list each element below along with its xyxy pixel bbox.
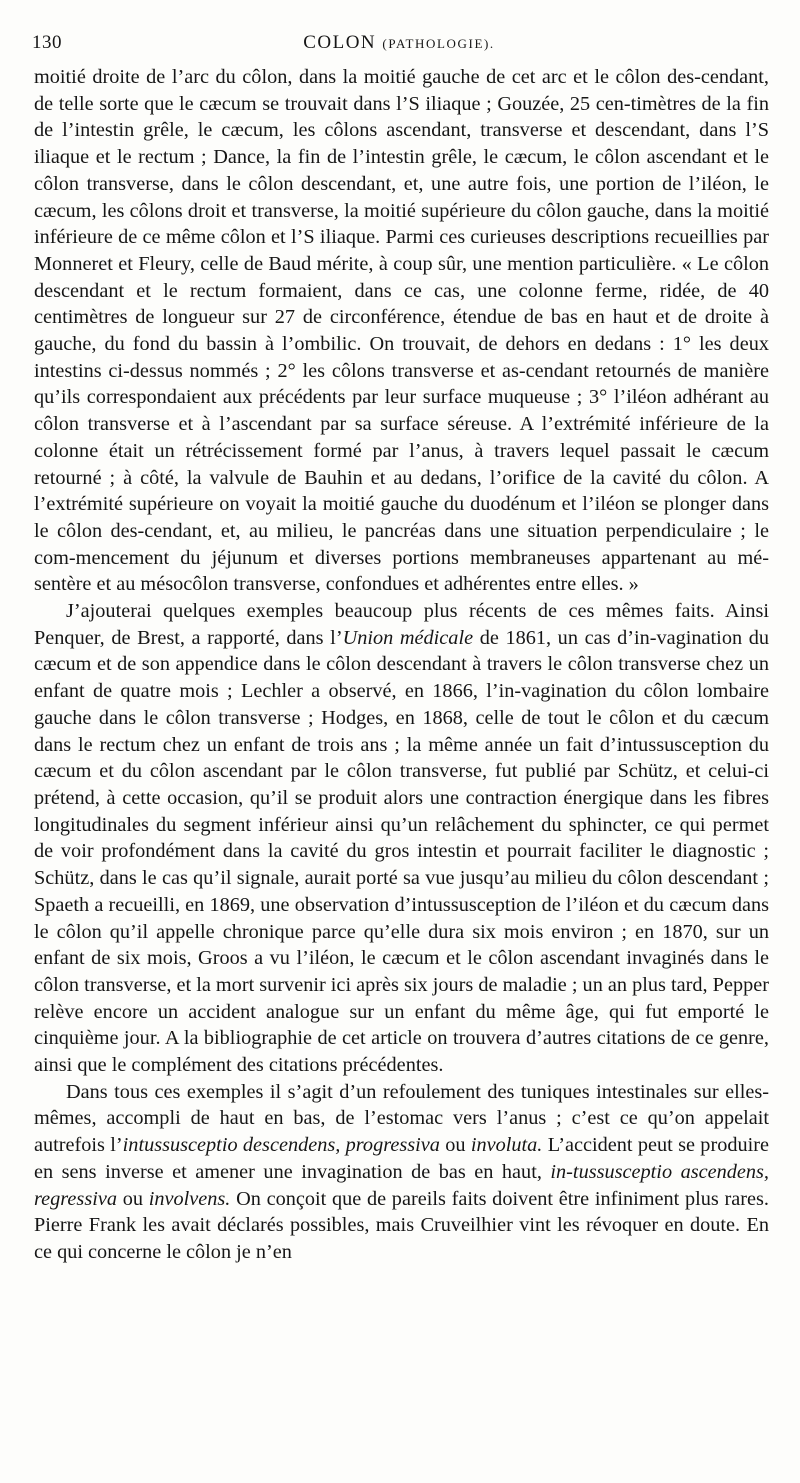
page-number: 130 xyxy=(32,32,62,53)
text-run: J’ajouterai quelques exemples beaucoup plus récents de ces mêmes faits. Ainsi Penquer, de Brest, a rapporté, dans l’ xyxy=(34,600,769,649)
page-header xyxy=(32,24,766,60)
body-text xyxy=(34,64,769,1266)
latin-term: intussusceptio descendens, progressiva xyxy=(122,1134,440,1157)
text-run: moitié droite de l’arc du côlon, dans la moitié gauche de cet arc et le côlon des-cendant, de telle sorte que le cæcum se trouvait dans l’S iliaque ; Gouzée, 25 cen-timètres de la fin de l’intestin grêle, le cæcum, les côlons ascendant, transverse et descendant, dans l’S iliaque et le rectum ; Dance, la fin de l’intestin grêle, le cæcum, le côlon ascendant et le côlon transverse, dans le côlon descendant, et, une autre fois, une portion de l’iléon, le cæcum, les côlons droit et transverse, la moitié supérieure du côlon gauche, dans la moitié inférieure de ce même côlon et l’S iliaque. Parmi ces curieuses descriptions recueillies par Monneret et Fleury, celle de Baud mérite, à coup sûr, une mention particulière. « Le côlon descendant et le rectum formaient, dans ce cas, une colonne ferme, ridée, de 40 centimètres de longueur sur 27 de circonférence, étendue de bas en haut et de droite à gauche, du fond du bassin à l’ombilic. On trouvait, de dehors en dedans : 1° les deux intestins ci-dessus nommés ; 2° les côlons transverse et as-cendant retournés de manière qu’ils correspondaient aux précédents par leur surface muqueuse ; 3° l’iléon adhérant au côlon transverse et à l’ascendant par sa surface séreuse. A l’extrémité inférieure de la colonne était un rétrécissement formé par l’anus, à travers lequel passait le cæcum retourné ; à côté, la valvule de Bauhin et au dedans, l’orifice de la cavité du côlon. A l’extrémité supérieure on voyait la moitié gauche du duodénum et l’iléon se plonger dans le côlon des-cendant, et, au milieu, le pancréas dans une situation perpendiculaire ; le com-mencement du jéjunum et diverses portions membraneuses appartenant au mé-sentère et au mésocôlon transverse, confondues et adhérentes entre elles. » xyxy=(34,66,769,596)
paragraph-1 xyxy=(34,64,769,598)
latin-term: in-tussusceptio ascendens, regressiva xyxy=(34,1160,770,1210)
text-run: L’accident peut se produire en sens inverse et amener une invagination de bas en haut, xyxy=(34,1134,770,1183)
latin-term: involuta. xyxy=(470,1134,543,1157)
latin-term: involvens. xyxy=(148,1187,231,1210)
running-subtitle: (PATHOLOGIE). xyxy=(382,36,495,51)
text-run: On conçoit que de pareils faits doivent être infiniment plus rares. Pierre Frank les avait déclarés possibles, mais Cruveilhier vint les révoquer en doute. En ce qui concerne le côlon je n’en xyxy=(34,1187,770,1263)
text-run: ou xyxy=(439,1134,471,1157)
journal-title: Union médicale xyxy=(342,626,474,649)
paragraph-2 xyxy=(34,598,769,1079)
running-head xyxy=(32,32,766,54)
running-title: COLON xyxy=(303,32,377,53)
text-run: ou xyxy=(117,1187,149,1210)
text-run: de 1861, un cas d’in-vagination du cæcum et de son appendice dans le côlon descendant à travers le côlon transverse chez un enfant de quatre mois ; Lechler a observé, en 1866, l’in-vagination du côlon lombaire gauche dans le côlon transverse ; Hodges, en 1868, celle de tout le côlon et du cæcum dans le rectum chez un enfant de trois ans ; la même année un fait d’intussusception du cæcum et du côlon ascendant par le côlon transverse, fut publié par Schütz, et celui-ci prétend, à cette occasion, qu’il se produit alors une contraction énergique dans les fibres longitudinales du segment inférieur ainsi qu’un relâchement du sphincter, ce qui permet de voir profondément dans la cavité du gros intestin et pourrait faciliter le diagnostic ; Schütz, dans le cas qu’il signale, aurait porté sa vue jusqu’au milieu du côlon descendant ; Spaeth a recueilli, en 1869, une observation d’intussusception de l’iléon et du cæcum dans le côlon qu’il appelle chronique parce qu’elle dura six mois environ ; en 1870, sur un enfant de six mois, Groos a vu l’iléon, le cæcum et le côlon ascendant invaginés dans le côlon transverse, et la mort survenir ici après six jours de maladie ; un an plus tard, Pepper relève encore un accident analogue sur un enfant du même âge, qui fut emporté le cinquième jour. A la bibliographie de cet article on trouvera d’autres citations de ce genre, ainsi que le complément des citations précédentes. xyxy=(34,626,769,1077)
text-run: Dans tous ces exemples il s’agit d’un refoulement des tuniques intestinales sur elles-mêmes, accompli de haut en bas, de l’estomac vers l’anus ; c’est ce qu’on appelait autrefois l’ xyxy=(34,1080,769,1157)
paragraph-3 xyxy=(34,1079,769,1266)
